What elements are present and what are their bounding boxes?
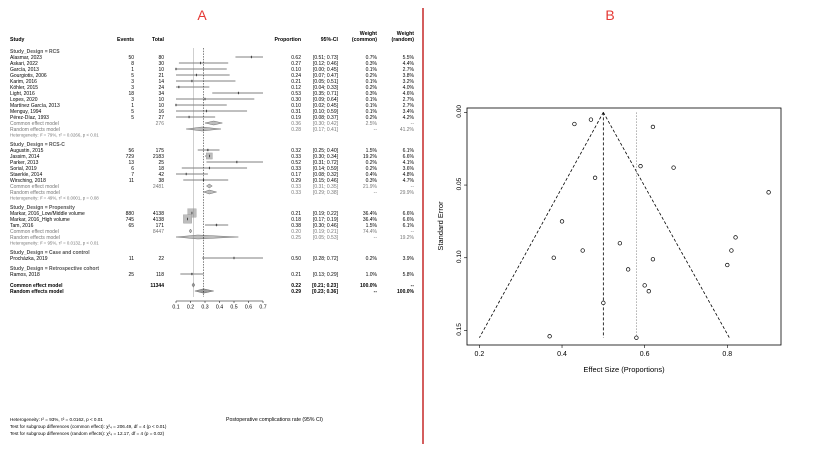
cell-weight-common: -- bbox=[373, 288, 377, 295]
overall-random-row bbox=[10, 289, 415, 295]
cell-total: 16 bbox=[158, 108, 164, 115]
cell-study: Common effect model bbox=[10, 228, 59, 235]
cell-events: 7 bbox=[131, 171, 134, 178]
cell-study: Parker, 2013 bbox=[10, 159, 39, 166]
cell-events: 50 bbox=[128, 54, 134, 61]
cell-total: 24 bbox=[158, 84, 164, 91]
cell-total: 4138 bbox=[152, 210, 164, 217]
cell-total: 11344 bbox=[150, 282, 164, 289]
cell-proportion: 0.36 bbox=[291, 120, 301, 127]
cell-weight-random: 29.9% bbox=[399, 189, 414, 196]
funnel-x-tick-label: 0.6 bbox=[639, 351, 650, 358]
cell-ci: [0.10; 0.59] bbox=[312, 108, 338, 115]
header-ci: 95%-CI bbox=[320, 37, 338, 43]
cell-total: 80 bbox=[158, 54, 164, 61]
footer-heterogeneity: Heterogeneity: I² = 93%, τ² = 0.0162, p < 0.01 bbox=[10, 417, 103, 422]
cell-ci: [0.07; 0.47] bbox=[312, 72, 338, 79]
cell-weight-random: 2.7% bbox=[402, 102, 414, 109]
cell-weight-random: 3.4% bbox=[402, 108, 414, 115]
cell-ci: [0.28; 0.72] bbox=[312, 255, 338, 262]
forest-footer bbox=[10, 417, 167, 436]
study-row bbox=[10, 79, 415, 85]
cell-study: Common effect model bbox=[10, 183, 59, 190]
cell-proportion: 0.22 bbox=[291, 282, 301, 289]
cell-weight-random: 6.6% bbox=[402, 153, 414, 160]
cell-total: 27 bbox=[158, 114, 164, 121]
study-row bbox=[10, 223, 415, 229]
cell-proportion: 0.30 bbox=[291, 96, 301, 103]
cell-proportion: 0.19 bbox=[291, 114, 301, 121]
cell-ci: [0.30; 0.34] bbox=[312, 153, 338, 160]
cell-weight-random: 41.2% bbox=[399, 126, 414, 133]
cell-weight-random: 6.6% bbox=[402, 210, 414, 217]
cell-proportion: 0.52 bbox=[291, 159, 301, 166]
cell-events: 18 bbox=[128, 90, 134, 97]
cell-ci: [0.31; 0.35] bbox=[312, 183, 338, 190]
cell-proportion: 0.53 bbox=[291, 90, 301, 97]
cell-events: 729 bbox=[125, 153, 134, 160]
cell-ci: [0.09; 0.64] bbox=[312, 96, 338, 103]
cell-ci: [0.19; 0.21] bbox=[312, 228, 338, 235]
study-row bbox=[10, 178, 415, 184]
cell-weight-random: 5.8% bbox=[402, 271, 414, 278]
panel-a-label: A bbox=[197, 7, 207, 23]
cell-total: 171 bbox=[155, 222, 164, 229]
cell-ci: [0.15; 0.46] bbox=[312, 177, 338, 184]
cell-proportion: 0.38 bbox=[291, 222, 301, 229]
cell-study: Köhler, 2015 bbox=[10, 84, 39, 91]
funnel-point bbox=[651, 257, 655, 261]
cell-weight-common: -- bbox=[373, 126, 377, 133]
cell-study: Procházka, 2019 bbox=[10, 255, 48, 262]
cell-events: 13 bbox=[128, 159, 134, 166]
panel-b-label: B bbox=[605, 7, 615, 23]
funnel-point bbox=[730, 249, 734, 253]
study-row bbox=[10, 55, 415, 61]
cell-events: 880 bbox=[125, 210, 134, 217]
funnel-point bbox=[734, 236, 738, 240]
cell-weight-common: 0.2% bbox=[365, 72, 377, 79]
cell-proportion: 0.10 bbox=[291, 66, 301, 73]
subgroup-title: Study_Design = Propensity bbox=[10, 204, 75, 211]
cell-total: 34 bbox=[158, 90, 164, 97]
cell-events: 11 bbox=[128, 177, 134, 184]
subgroup-heterogeneity: Heterogeneity: I² = 95%, τ² = 0.0132, p < 0.01 bbox=[10, 240, 99, 246]
cell-proportion: 0.17 bbox=[291, 171, 301, 178]
cell-proportion: 0.12 bbox=[291, 84, 301, 91]
cell-total: 25 bbox=[158, 159, 164, 166]
funnel-point bbox=[618, 241, 622, 245]
header-study: Study bbox=[10, 37, 25, 43]
cell-weight-common: 1.5% bbox=[365, 147, 377, 154]
forest-tick-label: 0.5 bbox=[230, 304, 238, 311]
cell-weight-random: 6.1% bbox=[402, 147, 414, 154]
funnel-x-tick-label: 0.4 bbox=[557, 351, 567, 358]
cell-study: Jassim, 2014 bbox=[10, 153, 40, 160]
cell-study: Pérez-Díaz, 1993 bbox=[10, 114, 49, 121]
header-weight-random: Weight (random) bbox=[391, 31, 414, 43]
cell-proportion: 0.20 bbox=[291, 228, 301, 235]
cell-total: 18 bbox=[158, 165, 164, 172]
subgroup-heterogeneity: Heterogeneity: I² = 49%, τ² < 0.0001, p = 0.08 bbox=[10, 195, 99, 201]
cell-ci: [0.51; 0.73] bbox=[312, 54, 338, 61]
cell-proportion: 0.50 bbox=[291, 255, 301, 262]
summary-diamond bbox=[176, 235, 238, 239]
cell-weight-common: 2.5% bbox=[365, 120, 377, 127]
cell-proportion: 0.25 bbox=[291, 234, 301, 241]
cell-total: 21 bbox=[158, 72, 164, 79]
cell-study: Random effects model bbox=[10, 288, 64, 295]
cell-events: 1 bbox=[131, 102, 134, 109]
subgroup-common-row bbox=[10, 121, 414, 127]
funnel-point bbox=[560, 220, 564, 224]
cell-weight-common: 0.3% bbox=[365, 177, 377, 184]
cell-weight-random: 4.0% bbox=[402, 84, 414, 91]
funnel-y-tick-label: 0.15 bbox=[456, 323, 463, 336]
cell-total: 30 bbox=[158, 60, 164, 67]
cell-weight-random: -- bbox=[410, 183, 414, 190]
study-row bbox=[10, 109, 415, 115]
summary-diamond bbox=[206, 184, 212, 188]
cell-ci: [0.21; 0.23] bbox=[312, 282, 338, 289]
cell-weight-common: 19.2% bbox=[362, 153, 377, 160]
cell-study: Random effects model bbox=[10, 234, 60, 241]
cell-ci: [0.05; 0.51] bbox=[312, 78, 338, 85]
cell-weight-random: 5.5% bbox=[402, 54, 414, 61]
cell-weight-random: -- bbox=[410, 228, 414, 235]
cell-ci: [0.08; 0.32] bbox=[312, 171, 338, 178]
cell-study: Common effect model bbox=[10, 282, 63, 289]
cell-ci: [0.30; 0.46] bbox=[312, 222, 338, 229]
cell-events: 5 bbox=[131, 72, 134, 79]
funnel-plot-frame bbox=[467, 108, 781, 345]
cell-study: Common effect model bbox=[10, 120, 59, 127]
cell-weight-common: 0.1% bbox=[365, 96, 377, 103]
cell-total: 10 bbox=[158, 96, 164, 103]
cell-events: 1 bbox=[131, 66, 134, 73]
cell-weight-common: 1.0% bbox=[365, 271, 377, 278]
forest-tick-label: 0.6 bbox=[244, 304, 253, 311]
study-row bbox=[10, 272, 415, 278]
funnel-y-tick-label: 0.00 bbox=[456, 105, 463, 118]
cell-study: Sorial, 2019 bbox=[10, 165, 37, 172]
cell-proportion: 0.18 bbox=[291, 216, 301, 223]
study-row bbox=[10, 172, 415, 178]
header-events: Events bbox=[116, 37, 134, 43]
forest-plot bbox=[10, 48, 415, 297]
study-row bbox=[10, 103, 415, 109]
funnel-point bbox=[548, 334, 552, 338]
funnel-point bbox=[725, 263, 729, 267]
cell-weight-random: 4.6% bbox=[402, 90, 414, 97]
cell-total: 22 bbox=[158, 255, 164, 262]
cell-weight-common: 74.4% bbox=[362, 228, 377, 235]
study-row bbox=[10, 97, 415, 103]
cell-total: 276 bbox=[155, 120, 164, 127]
cell-weight-random: 4.7% bbox=[402, 177, 414, 184]
cell-weight-common: 0.2% bbox=[365, 114, 377, 121]
cell-total: 10 bbox=[158, 66, 164, 73]
study-row bbox=[10, 67, 415, 73]
cell-ci: [0.25; 0.40] bbox=[312, 147, 338, 154]
cell-ci: [0.19; 0.22] bbox=[312, 210, 338, 217]
cell-proportion: 0.21 bbox=[291, 271, 301, 278]
forest-tick-label: 0.4 bbox=[215, 304, 224, 311]
cell-ci: [0.29; 0.38] bbox=[312, 189, 338, 196]
funnel-x-label: Effect Size (Proportions) bbox=[583, 365, 665, 374]
funnel-point bbox=[626, 268, 630, 272]
summary-diamond bbox=[205, 121, 222, 125]
cell-ci: [0.30; 0.42] bbox=[312, 120, 338, 127]
funnel-point bbox=[581, 249, 585, 253]
cell-study: Random effects model bbox=[10, 126, 60, 133]
cell-events: 11 bbox=[128, 255, 134, 262]
cell-events: 8 bbox=[131, 60, 134, 67]
footer-random-test: Test for subgroup differences (random effects): χ²₄ = 12.17, df = 4 (p = 0.02) bbox=[10, 431, 165, 436]
study-row bbox=[10, 153, 415, 160]
forest-header bbox=[10, 31, 414, 43]
funnel-point bbox=[593, 176, 597, 180]
cell-proportion: 0.10 bbox=[291, 102, 301, 109]
cell-proportion: 0.27 bbox=[291, 60, 301, 67]
cell-ci: [0.17; 0.19] bbox=[312, 216, 338, 223]
cell-ci: [0.17; 0.41] bbox=[312, 126, 338, 133]
cell-study: Karim, 2016 bbox=[10, 78, 37, 85]
cell-weight-common: 0.4% bbox=[365, 171, 377, 178]
cell-weight-common: 0.7% bbox=[365, 54, 377, 61]
cell-weight-random: -- bbox=[410, 120, 414, 127]
cell-weight-random: 2.7% bbox=[402, 96, 414, 103]
cell-study: Martínez García, 2013 bbox=[10, 102, 60, 109]
funnel-left-limit bbox=[479, 112, 603, 337]
subgroup-title: Study_Design = Retrospective cohort bbox=[10, 265, 100, 272]
cell-study: Wirsching, 2018 bbox=[10, 177, 46, 184]
funnel-point bbox=[573, 122, 577, 126]
cell-ci: [0.02; 0.45] bbox=[312, 102, 338, 109]
forest-tick-label: 0.7 bbox=[259, 304, 267, 311]
cell-total: 38 bbox=[158, 177, 164, 184]
cell-ci: [0.14; 0.59] bbox=[312, 165, 338, 172]
cell-study: García, 2013 bbox=[10, 66, 39, 73]
subgroup-common-row bbox=[10, 184, 414, 190]
funnel-plot bbox=[436, 105, 781, 374]
cell-ci: [0.08; 0.37] bbox=[312, 114, 338, 121]
cell-weight-common: 0.1% bbox=[365, 66, 377, 73]
study-row bbox=[10, 115, 415, 121]
cell-ci: [0.00; 0.45] bbox=[312, 66, 338, 73]
cell-weight-random: 4.4% bbox=[402, 60, 414, 67]
study-row bbox=[10, 160, 415, 166]
cell-study: Lopes, 2020 bbox=[10, 96, 38, 103]
cell-total: 2183 bbox=[152, 153, 164, 160]
forest-tick-label: 0.1 bbox=[172, 304, 180, 311]
cell-study: Askari, 2022 bbox=[10, 60, 38, 67]
cell-proportion: 0.21 bbox=[291, 210, 301, 217]
funnel-y-tick-label: 0.05 bbox=[456, 177, 463, 191]
summary-diamond bbox=[204, 190, 217, 194]
cell-study: Staerkle, 2014 bbox=[10, 171, 43, 178]
cell-weight-random: 3.2% bbox=[402, 78, 414, 85]
study-row bbox=[10, 166, 415, 172]
cell-total: 4138 bbox=[152, 216, 164, 223]
cell-weight-common: 21.9% bbox=[362, 183, 377, 190]
cell-weight-random: 3.8% bbox=[402, 72, 414, 79]
cell-total: 8447 bbox=[152, 228, 164, 235]
funnel-point bbox=[635, 336, 639, 340]
cell-weight-random: 4.8% bbox=[402, 171, 414, 178]
cell-weight-random: -- bbox=[410, 282, 414, 289]
subgroup-common-row bbox=[10, 229, 414, 235]
cell-weight-common: 0.2% bbox=[365, 159, 377, 166]
subgroup-title: Study_Design = RCS bbox=[10, 48, 60, 55]
cell-events: 3 bbox=[131, 84, 134, 91]
cell-weight-random: 100.0% bbox=[397, 288, 414, 295]
footer-common-test: Test for subgroup differences (common effect): χ²₄ = 206.49, df = 4 (p < 0.01) bbox=[10, 424, 167, 429]
cell-proportion: 0.62 bbox=[291, 54, 301, 61]
cell-study: Light, 2016 bbox=[10, 90, 35, 97]
cell-total: 118 bbox=[156, 271, 164, 278]
cell-events: 745 bbox=[125, 216, 134, 223]
header-total: Total bbox=[151, 37, 164, 43]
cell-proportion: 0.33 bbox=[291, 183, 301, 190]
cell-ci: [0.35; 0.71] bbox=[312, 90, 338, 97]
cell-events: 5 bbox=[131, 114, 134, 121]
forest-tick-label: 0.2 bbox=[186, 304, 195, 311]
cell-events: 25 bbox=[128, 271, 134, 278]
cell-weight-random: 3.9% bbox=[402, 255, 414, 262]
cell-proportion: 0.21 bbox=[291, 78, 301, 85]
cell-study: Menguy, 1994 bbox=[10, 108, 42, 115]
overall-common-row bbox=[10, 283, 414, 289]
study-row bbox=[10, 73, 415, 79]
cell-proportion: 0.24 bbox=[291, 72, 301, 79]
cell-weight-common: 0.2% bbox=[365, 84, 377, 91]
cell-study: Tam, 2016 bbox=[10, 222, 34, 229]
cell-ci: [0.12; 0.46] bbox=[312, 60, 338, 67]
cell-weight-random: 19.2% bbox=[399, 234, 414, 241]
cell-weight-common: 0.2% bbox=[365, 165, 377, 172]
cell-weight-common: 0.3% bbox=[365, 90, 377, 97]
cell-weight-random: 6.6% bbox=[402, 216, 414, 223]
cell-weight-random: 4.2% bbox=[402, 114, 414, 121]
funnel-point bbox=[552, 256, 556, 260]
cell-weight-common: 0.1% bbox=[365, 78, 377, 85]
cell-weight-common: -- bbox=[373, 189, 377, 196]
subgroup-title: Study_Design = RCS-C bbox=[10, 141, 65, 148]
cell-ci: [0.13; 0.29] bbox=[312, 271, 338, 278]
cell-events: 6 bbox=[131, 165, 134, 172]
cell-proportion: 0.29 bbox=[291, 177, 301, 184]
cell-study: Random effects model bbox=[10, 189, 60, 196]
cell-study: Markar, 2016_Low/Middle volume bbox=[10, 210, 85, 217]
cell-total: 14 bbox=[158, 78, 164, 85]
cell-total: 175 bbox=[155, 147, 164, 154]
funnel-point bbox=[643, 284, 647, 288]
subgroup-heterogeneity: Heterogeneity: I² = 79%, τ² = 0.0266, p < 0.01 bbox=[10, 132, 99, 138]
subgroup-title: Study_Design = Case and control bbox=[10, 249, 90, 256]
study-row bbox=[10, 256, 415, 262]
cell-weight-common: 36.4% bbox=[362, 210, 377, 217]
cell-total: 2481 bbox=[152, 183, 164, 190]
cell-proportion: 0.29 bbox=[291, 288, 301, 295]
study-row bbox=[10, 85, 415, 91]
funnel-x-tick-label: 0.2 bbox=[474, 351, 485, 358]
cell-ci: [0.05; 0.53] bbox=[312, 234, 338, 241]
cell-total: 42 bbox=[158, 171, 164, 178]
cell-ci: [0.31; 0.72] bbox=[312, 159, 338, 166]
funnel-y-tick-label: 0.10 bbox=[456, 250, 463, 264]
cell-study: Markar, 2016_High volume bbox=[10, 216, 70, 223]
funnel-point bbox=[639, 164, 643, 168]
cell-study: Alasmar, 2023 bbox=[10, 54, 42, 61]
forest-x-axis bbox=[172, 301, 266, 311]
forest-x-label: Postoperative complications rate (95% CI) bbox=[226, 417, 323, 423]
cell-weight-common: 0.2% bbox=[365, 255, 377, 262]
funnel-point bbox=[672, 166, 676, 170]
study-row bbox=[10, 61, 415, 67]
cell-proportion: 0.33 bbox=[291, 189, 301, 196]
summary-diamond bbox=[189, 229, 192, 233]
funnel-x-tick-label: 0.8 bbox=[722, 351, 733, 358]
cell-weight-common: 100.0% bbox=[360, 282, 377, 289]
cell-weight-common: 1.5% bbox=[365, 222, 377, 229]
cell-study: Gourgiotis, 2006 bbox=[10, 72, 47, 79]
study-row bbox=[10, 91, 415, 97]
funnel-y-label: Standard Error bbox=[436, 201, 445, 251]
funnel-point bbox=[647, 289, 651, 293]
header-proportion: Proportion bbox=[274, 37, 301, 43]
cell-weight-random: 4.1% bbox=[402, 159, 414, 166]
cell-weight-common: 0.3% bbox=[365, 60, 377, 67]
cell-proportion: 0.33 bbox=[291, 153, 301, 160]
cell-weight-random: 3.6% bbox=[402, 165, 414, 172]
cell-proportion: 0.28 bbox=[291, 126, 301, 133]
cell-events: 3 bbox=[131, 78, 134, 85]
cell-weight-common: 0.1% bbox=[365, 102, 377, 109]
study-row bbox=[10, 209, 415, 217]
cell-total: 10 bbox=[158, 102, 164, 109]
cell-study: Augustin, 2015 bbox=[10, 147, 44, 154]
cell-ci: [0.04; 0.33] bbox=[312, 84, 338, 91]
cell-weight-common: 0.1% bbox=[365, 108, 377, 115]
cell-weight-random: 2.7% bbox=[402, 66, 414, 73]
cell-ci: [0.23; 0.36] bbox=[312, 288, 338, 295]
cell-events: 65 bbox=[128, 222, 134, 229]
funnel-point bbox=[602, 301, 606, 305]
funnel-point bbox=[589, 118, 593, 122]
funnel-right-limit bbox=[603, 112, 729, 337]
cell-weight-random: 6.1% bbox=[402, 222, 414, 229]
header-weight-common: Weight (common) bbox=[351, 31, 377, 43]
cell-weight-common: 36.4% bbox=[362, 216, 377, 223]
cell-proportion: 0.33 bbox=[291, 165, 301, 172]
cell-proportion: 0.31 bbox=[291, 108, 301, 115]
funnel-point bbox=[767, 191, 771, 195]
cell-study: Ramos, 2018 bbox=[10, 271, 40, 278]
cell-events: 56 bbox=[128, 147, 134, 154]
cell-events: 5 bbox=[131, 108, 134, 115]
cell-weight-common: -- bbox=[373, 234, 377, 241]
cell-proportion: 0.32 bbox=[291, 147, 301, 154]
summary-diamond bbox=[195, 289, 214, 293]
forest-tick-label: 0.3 bbox=[201, 304, 209, 311]
funnel-point bbox=[651, 125, 655, 129]
cell-events: 3 bbox=[131, 96, 134, 103]
